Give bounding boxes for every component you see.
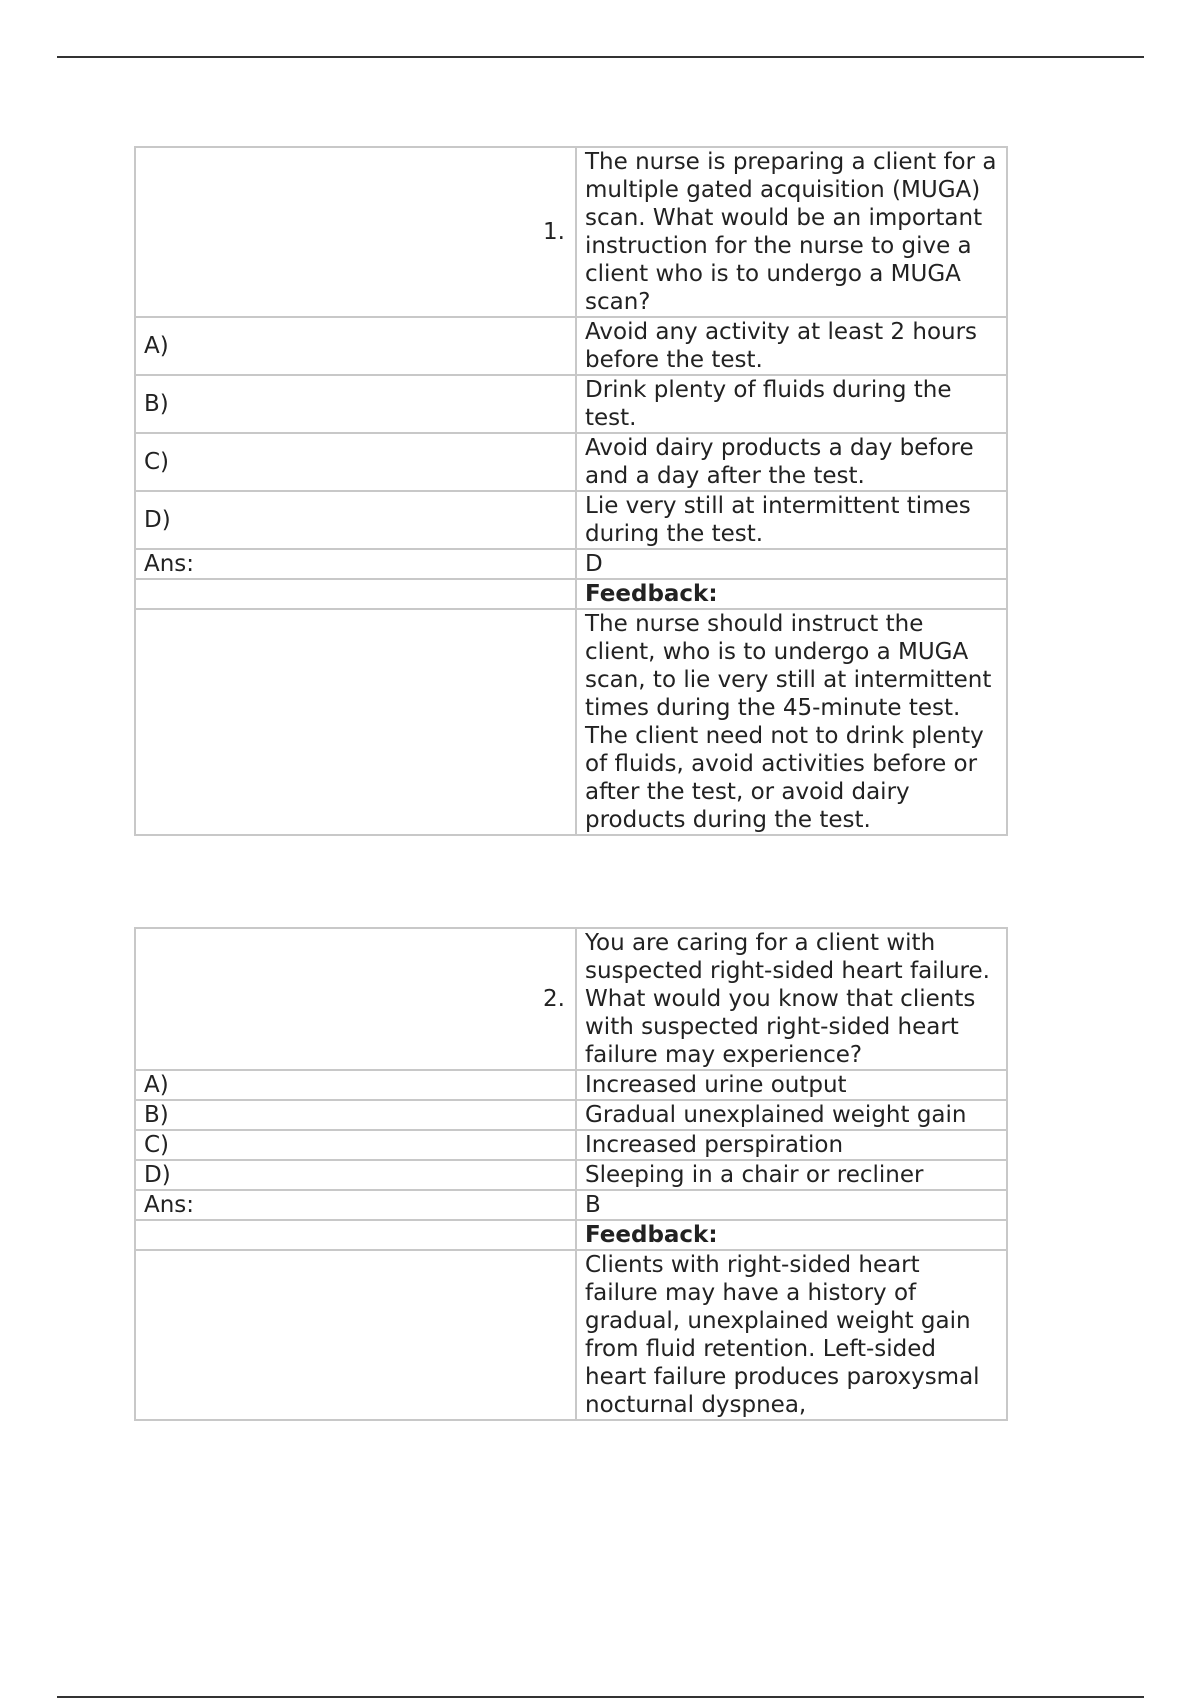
feedback-heading-row bbox=[135, 579, 1007, 609]
option-row-b bbox=[135, 375, 1007, 433]
question-stem-row bbox=[135, 928, 1007, 1070]
option-label: D) bbox=[135, 1160, 576, 1190]
answer-row bbox=[135, 1190, 1007, 1220]
option-row-c bbox=[135, 1130, 1007, 1160]
feedback-text: Clients with right-sided heart failure may have a history of gradual, unexplained weight gain from fluid retention. Left-sided heart failure produces paroxysmal nocturnal dyspnea, bbox=[576, 1250, 1007, 1420]
question-table-1 bbox=[134, 146, 1008, 836]
feedback-heading: Feedback: bbox=[576, 1220, 1007, 1250]
option-text: Avoid dairy products a day before and a day after the test. bbox=[576, 433, 1007, 491]
option-label: A) bbox=[135, 1070, 576, 1100]
option-text: Increased urine output bbox=[576, 1070, 1007, 1100]
feedback-row bbox=[135, 1250, 1007, 1420]
question-stem: The nurse is preparing a client for a multiple gated acquisition (MUGA) scan. What would be an important instruction for the nurse to give a client who is to undergo a MUGA scan? bbox=[576, 147, 1007, 317]
empty-cell bbox=[135, 1220, 576, 1250]
header-rule bbox=[57, 56, 1144, 58]
option-text: Sleeping in a chair or recliner bbox=[576, 1160, 1007, 1190]
option-row-d bbox=[135, 491, 1007, 549]
answer-label: Ans: bbox=[135, 549, 576, 579]
option-text: Lie very still at intermittent times during the test. bbox=[576, 491, 1007, 549]
empty-cell bbox=[135, 1250, 576, 1420]
feedback-heading: Feedback: bbox=[576, 579, 1007, 609]
option-label: C) bbox=[135, 1130, 576, 1160]
question-stem-row bbox=[135, 147, 1007, 317]
option-text: Increased perspiration bbox=[576, 1130, 1007, 1160]
empty-cell bbox=[135, 579, 576, 609]
option-label: B) bbox=[135, 375, 576, 433]
feedback-heading-row bbox=[135, 1220, 1007, 1250]
option-label: A) bbox=[135, 317, 576, 375]
option-row-b bbox=[135, 1100, 1007, 1130]
option-label: B) bbox=[135, 1100, 576, 1130]
option-label: C) bbox=[135, 433, 576, 491]
question-table-2 bbox=[134, 927, 1008, 1421]
option-text: Drink plenty of fluids during the test. bbox=[576, 375, 1007, 433]
option-label: D) bbox=[135, 491, 576, 549]
feedback-row bbox=[135, 609, 1007, 835]
option-row-a bbox=[135, 317, 1007, 375]
option-row-d bbox=[135, 1160, 1007, 1190]
answer-row bbox=[135, 549, 1007, 579]
option-row-a bbox=[135, 1070, 1007, 1100]
answer-value: B bbox=[576, 1190, 1007, 1220]
option-text: Avoid any activity at least 2 hours before the test. bbox=[576, 317, 1007, 375]
footer-rule bbox=[57, 1696, 1144, 1698]
option-row-c bbox=[135, 433, 1007, 491]
question-number: 2. bbox=[135, 928, 576, 1070]
question-number: 1. bbox=[135, 147, 576, 317]
empty-cell bbox=[135, 609, 576, 835]
option-text: Gradual unexplained weight gain bbox=[576, 1100, 1007, 1130]
question-stem: You are caring for a client with suspected right-sided heart failure. What would you know that clients with suspected right-sided heart failure may experience? bbox=[576, 928, 1007, 1070]
answer-value: D bbox=[576, 549, 1007, 579]
answer-label: Ans: bbox=[135, 1190, 576, 1220]
feedback-text: The nurse should instruct the client, who is to undergo a MUGA scan, to lie very still at intermittent times during the 45-minute test. The client need not to drink plenty of fluids, avoid activities before or after the test, or avoid dairy products during the test. bbox=[576, 609, 1007, 835]
